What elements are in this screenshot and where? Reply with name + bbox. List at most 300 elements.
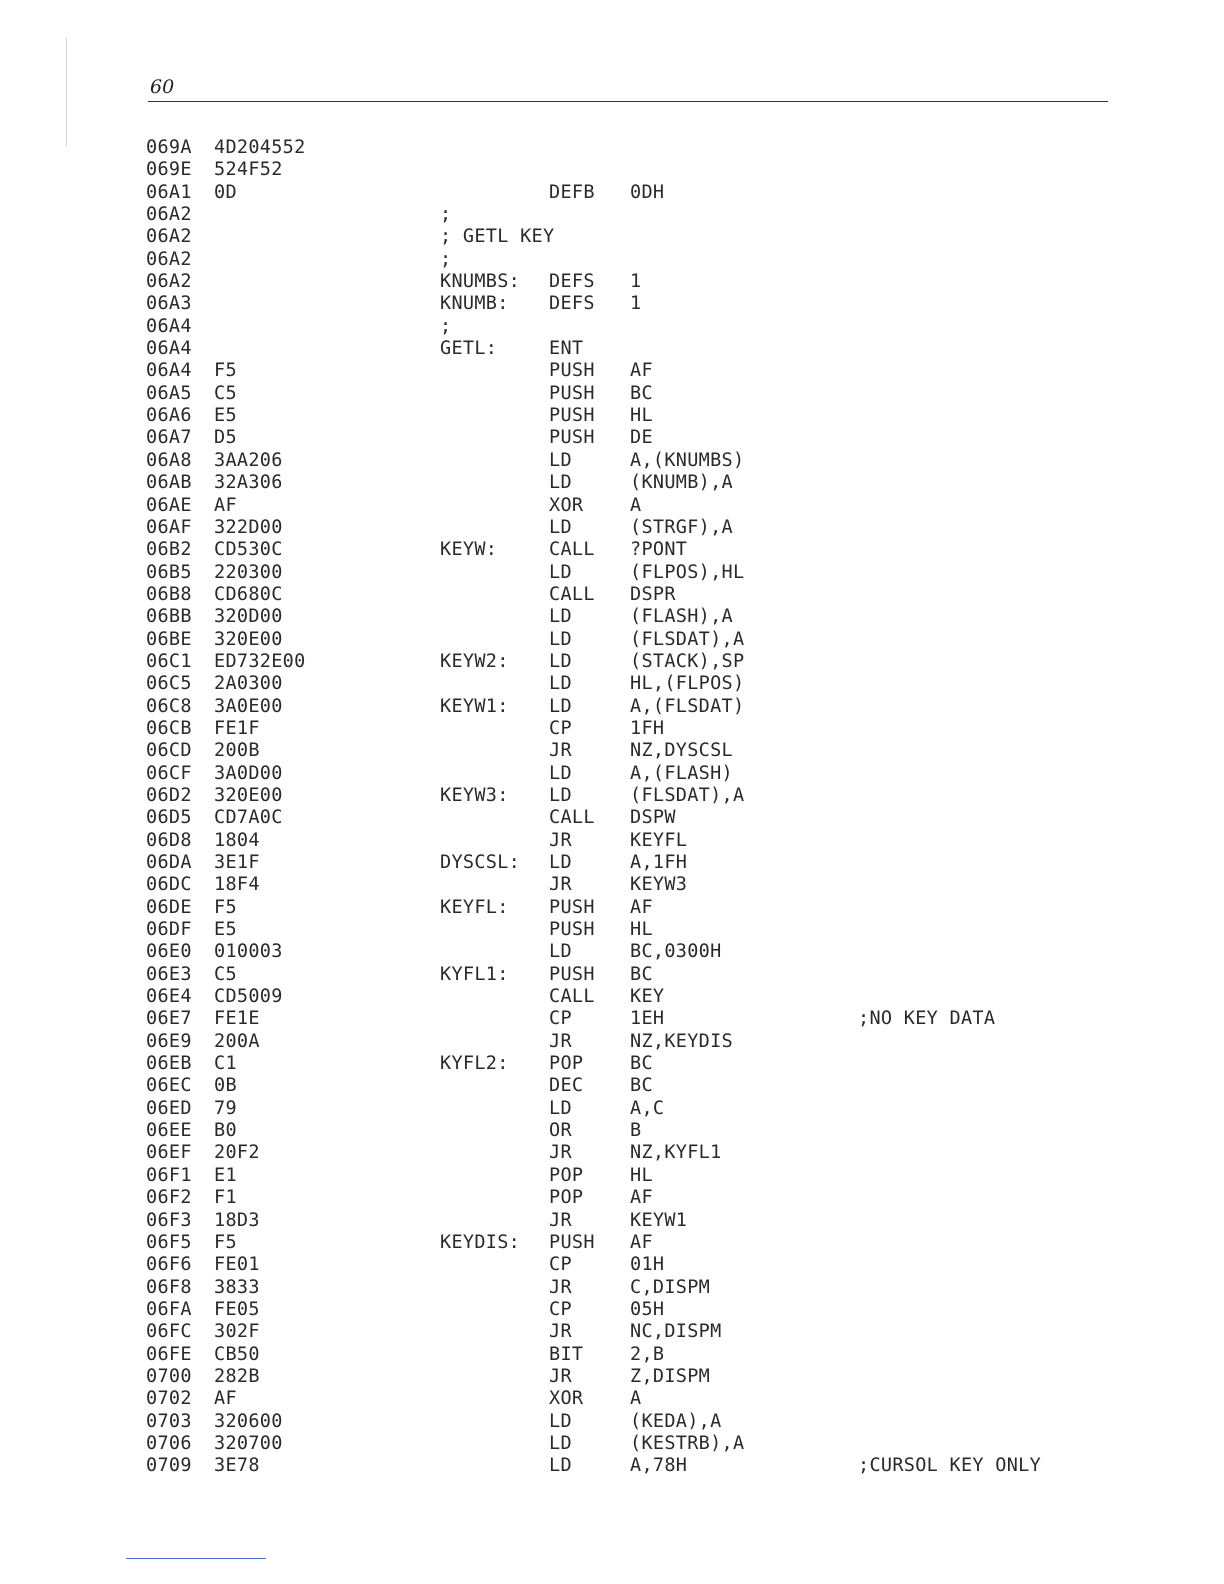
listing-line: [0, 1455, 1224, 1477]
line-code: F5: [214, 360, 237, 382]
line-addr: 06E0: [146, 941, 192, 963]
line-op: POP: [549, 1187, 584, 1209]
line-label: KEYW1:: [440, 695, 509, 717]
line-code: 18D3: [214, 1209, 260, 1231]
line-operand: HL: [630, 1164, 653, 1186]
line-op: XOR: [549, 494, 584, 516]
listing-line: [0, 159, 1224, 181]
line-op: LD: [549, 472, 572, 494]
line-addr: 0706: [146, 1432, 192, 1454]
line-operand: A: [630, 494, 642, 516]
line-code: 2A0300: [214, 673, 283, 695]
line-addr: 06E9: [146, 1030, 192, 1052]
line-addr: 06A8: [146, 449, 192, 471]
listing-line: [0, 718, 1224, 740]
line-op: LD: [549, 449, 572, 471]
line-op: CP: [549, 1298, 572, 1320]
line-code: AF: [214, 1388, 237, 1410]
line-op: CALL: [549, 539, 595, 561]
line-operand: BC: [630, 1053, 653, 1075]
line-operand: A,(FLASH): [630, 762, 733, 784]
line-addr: 06A3: [146, 293, 192, 315]
line-operand: BC: [630, 382, 653, 404]
line-code: C1: [214, 1053, 237, 1075]
line-op: LD: [549, 516, 572, 538]
line-addr: 0700: [146, 1365, 192, 1387]
line-operand: KEYW1: [630, 1209, 688, 1231]
line-label: ;: [440, 204, 452, 226]
line-op: DEFS: [549, 271, 595, 293]
line-operand: NZ,DYSCSL: [630, 740, 733, 762]
line-op: PUSH: [549, 405, 595, 427]
line-addr: 06F1: [146, 1164, 192, 1186]
line-operand: (FLSDAT),A: [630, 784, 745, 806]
line-op: LD: [549, 1097, 572, 1119]
line-op: LD: [549, 695, 572, 717]
line-code: C5: [214, 382, 237, 404]
line-operand: NZ,KEYDIS: [630, 1030, 733, 1052]
line-label: KEYW:: [440, 539, 498, 561]
line-addr: 06ED: [146, 1097, 192, 1119]
line-code: 200B: [214, 740, 260, 762]
listing-line: [0, 606, 1224, 628]
listing-line: [0, 651, 1224, 673]
listing-line: [0, 897, 1224, 919]
line-label: KEYW3:: [440, 784, 509, 806]
line-label: KYFL1:: [440, 963, 509, 985]
line-op: CALL: [549, 807, 595, 829]
line-label: ;: [440, 315, 452, 337]
line-op: CALL: [549, 583, 595, 605]
listing-line: [0, 249, 1224, 271]
line-op: POP: [549, 1053, 584, 1075]
line-op: LD: [549, 650, 572, 672]
line-code: 524F52: [214, 159, 283, 181]
line-addr: 06B8: [146, 583, 192, 605]
line-op: JR: [549, 1142, 572, 1164]
line-operand: 2,B: [630, 1343, 665, 1365]
line-op: LD: [549, 1410, 572, 1432]
line-addr: 06B5: [146, 561, 192, 583]
line-operand: A,(FLSDAT): [630, 695, 745, 717]
listing-line: [0, 1299, 1224, 1321]
line-code: 322D00: [214, 516, 283, 538]
line-op: JR: [549, 874, 572, 896]
line-op: LD: [549, 762, 572, 784]
line-code: 3A0E00: [214, 695, 283, 717]
line-op: PUSH: [549, 382, 595, 404]
line-operand: HL,(FLPOS): [630, 673, 745, 695]
line-op: PUSH: [549, 919, 595, 941]
line-op: JR: [549, 1276, 572, 1298]
line-addr: 06F8: [146, 1276, 192, 1298]
line-operand: NC,DISPM: [630, 1321, 722, 1343]
line-code: FE1E: [214, 1008, 260, 1030]
line-addr: 06FE: [146, 1343, 192, 1365]
listing-line: [0, 807, 1224, 829]
line-label: KNUMBS:: [440, 271, 521, 293]
line-operand: 01H: [630, 1254, 665, 1276]
line-op: JR: [549, 829, 572, 851]
line-op: LD: [549, 852, 572, 873]
line-operand: BC: [630, 1075, 653, 1097]
line-operand: 05H: [630, 1298, 665, 1320]
line-code: 200A: [214, 1030, 260, 1052]
line-addr: 06BE: [146, 628, 192, 650]
line-addr: 06DE: [146, 896, 192, 918]
listing-line: [0, 226, 1224, 248]
line-code: E5: [214, 919, 237, 941]
line-op: LD: [549, 1432, 572, 1454]
listing-line: [0, 293, 1224, 315]
line-operand: 1: [630, 271, 642, 293]
line-code: 302F: [214, 1321, 260, 1343]
line-addr: 06A4: [146, 338, 192, 360]
listing-line: [0, 1388, 1224, 1410]
line-code: FE1F: [214, 717, 260, 739]
line-op: CP: [549, 717, 572, 739]
line-operand: (FLPOS),HL: [630, 561, 745, 583]
listing-line: [0, 696, 1224, 718]
line-operand: DSPR: [630, 583, 676, 605]
line-op: JR: [549, 1321, 572, 1343]
line-addr: 06A7: [146, 427, 192, 449]
line-label: ; GETL KEY: [440, 226, 555, 248]
listing-line: [0, 830, 1224, 852]
listing-line: [0, 495, 1224, 517]
line-addr: 06EB: [146, 1053, 192, 1075]
line-operand: HL: [630, 919, 653, 941]
line-label: KYFL2:: [440, 1053, 509, 1075]
line-addr: 06F2: [146, 1187, 192, 1209]
line-op: CP: [549, 1008, 572, 1030]
listing-line: [0, 941, 1224, 963]
line-addr: 069A: [146, 137, 192, 158]
line-code: 4D204552: [214, 137, 306, 158]
listing-line: [0, 1210, 1224, 1232]
line-addr: 06EE: [146, 1120, 192, 1142]
margin-line: [66, 38, 67, 146]
line-code: CD680C: [214, 583, 283, 605]
listing-line: [0, 1433, 1224, 1455]
listing-line: [0, 1232, 1224, 1254]
line-op: JR: [549, 740, 572, 762]
line-addr: 06D5: [146, 807, 192, 829]
line-op: LD: [549, 1455, 572, 1477]
line-op: DEC: [549, 1075, 584, 1097]
line-code: 3E1F: [214, 852, 260, 873]
listing-line: [0, 1008, 1224, 1030]
listing-line: [0, 1277, 1224, 1299]
line-op: PUSH: [549, 896, 595, 918]
listing-line: [0, 427, 1224, 449]
line-operand: DE: [630, 427, 653, 449]
line-label: DYSCSL:: [440, 852, 521, 873]
line-addr: 06DF: [146, 919, 192, 941]
listing-line: [0, 763, 1224, 785]
listing-line: [0, 1098, 1224, 1120]
line-op: DEFS: [549, 293, 595, 315]
listing-line: [0, 852, 1224, 874]
line-code: 1804: [214, 829, 260, 851]
listing-line: [0, 405, 1224, 427]
line-code: CD5009: [214, 986, 283, 1008]
line-op: BIT: [549, 1343, 584, 1365]
listing-line: [0, 182, 1224, 204]
line-addr: 06B2: [146, 539, 192, 561]
line-code: 3A0D00: [214, 762, 283, 784]
line-op: CP: [549, 1254, 572, 1276]
page-number: 60: [150, 76, 175, 98]
line-code: CD530C: [214, 539, 283, 561]
line-code: E1: [214, 1164, 237, 1186]
line-op: JR: [549, 1030, 572, 1052]
line-operand: 1: [630, 293, 642, 315]
line-operand: 0DH: [630, 181, 665, 203]
header-rule: [148, 101, 1108, 102]
line-op: PUSH: [549, 360, 595, 382]
line-code: 320600: [214, 1410, 283, 1432]
listing-line: [0, 1120, 1224, 1142]
line-code: E5: [214, 405, 237, 427]
line-operand: ?PONT: [630, 539, 688, 561]
line-addr: 06A5: [146, 382, 192, 404]
listing-line: [0, 629, 1224, 651]
line-comment: ;NO KEY DATA: [858, 1008, 996, 1030]
line-addr: 0703: [146, 1410, 192, 1432]
listing-line: [0, 137, 1224, 159]
line-addr: 069E: [146, 159, 192, 181]
line-code: 3AA206: [214, 449, 283, 471]
line-operand: DSPW: [630, 807, 676, 829]
line-code: CB50: [214, 1343, 260, 1365]
line-addr: 06AB: [146, 472, 192, 494]
line-addr: 06CB: [146, 717, 192, 739]
line-addr: 06DA: [146, 852, 192, 873]
listing-line: [0, 517, 1224, 539]
line-operand: (KEDA),A: [630, 1410, 722, 1432]
line-addr: 06F5: [146, 1231, 192, 1253]
line-op: PUSH: [549, 427, 595, 449]
line-addr: 06D2: [146, 784, 192, 806]
line-addr: 0709: [146, 1455, 192, 1477]
line-code: 18F4: [214, 874, 260, 896]
listing-line: [0, 919, 1224, 941]
listing-line: [0, 1187, 1224, 1209]
line-op: LD: [549, 941, 572, 963]
listing-line: [0, 1075, 1224, 1097]
line-op: OR: [549, 1120, 572, 1142]
listing-line: [0, 740, 1224, 762]
line-code: C5: [214, 963, 237, 985]
line-operand: A,1FH: [630, 852, 688, 873]
line-op: LD: [549, 628, 572, 650]
line-addr: 06A1: [146, 181, 192, 203]
line-op: LD: [549, 561, 572, 583]
listing-line: [0, 383, 1224, 405]
listing-line: [0, 1411, 1224, 1433]
line-op: JR: [549, 1365, 572, 1387]
line-op: ENT: [549, 338, 584, 360]
line-operand: AF: [630, 1231, 653, 1253]
listing-line: [0, 271, 1224, 293]
line-label: KEYDIS:: [440, 1231, 521, 1253]
line-operand: 1EH: [630, 1008, 665, 1030]
line-addr: 06A4: [146, 360, 192, 382]
line-addr: 06CD: [146, 740, 192, 762]
line-addr: 06A6: [146, 405, 192, 427]
line-addr: 06C8: [146, 695, 192, 717]
line-op: POP: [549, 1164, 584, 1186]
line-label: KNUMB:: [440, 293, 509, 315]
line-operand: A,78H: [630, 1455, 688, 1477]
line-code: D5: [214, 427, 237, 449]
line-code: 010003: [214, 941, 283, 963]
line-operand: KEYW3: [630, 874, 688, 896]
line-code: 320E00: [214, 784, 283, 806]
line-code: F5: [214, 896, 237, 918]
line-operand: 1FH: [630, 717, 665, 739]
listing-line: [0, 360, 1224, 382]
listing-line: [0, 450, 1224, 472]
line-operand: (FLSDAT),A: [630, 628, 745, 650]
listing-line: [0, 472, 1224, 494]
assembly-listing: [0, 137, 1224, 1478]
line-operand: B: [630, 1120, 642, 1142]
line-operand: (STACK),SP: [630, 650, 745, 672]
line-code: FE01: [214, 1254, 260, 1276]
line-label: KEYFL:: [440, 896, 509, 918]
line-operand: AF: [630, 1187, 653, 1209]
line-addr: 0702: [146, 1388, 192, 1410]
line-code: 0D: [214, 181, 237, 203]
listing-line: [0, 1031, 1224, 1053]
line-code: 3833: [214, 1276, 260, 1298]
listing-line: [0, 204, 1224, 226]
line-addr: 06DC: [146, 874, 192, 896]
line-code: 79: [214, 1097, 237, 1119]
line-operand: A,(KNUMBS): [630, 449, 745, 471]
line-addr: 06EF: [146, 1142, 192, 1164]
line-op: PUSH: [549, 963, 595, 985]
line-addr: 06F3: [146, 1209, 192, 1231]
line-operand: Z,DISPM: [630, 1365, 711, 1387]
line-label: GETL:: [440, 338, 498, 360]
line-comment: ;CURSOL KEY ONLY: [858, 1455, 1042, 1477]
line-addr: 06D8: [146, 829, 192, 851]
line-label: KEYW2:: [440, 650, 509, 672]
line-operand: AF: [630, 896, 653, 918]
line-addr: 06A2: [146, 248, 192, 270]
line-code: B0: [214, 1120, 237, 1142]
line-operand: NZ,KYFL1: [630, 1142, 722, 1164]
listing-line: [0, 1142, 1224, 1164]
line-operand: HL: [630, 405, 653, 427]
listing-line: [0, 316, 1224, 338]
line-addr: 06EC: [146, 1075, 192, 1097]
line-op: JR: [549, 1209, 572, 1231]
line-code: 320E00: [214, 628, 283, 650]
line-label: ;: [440, 248, 452, 270]
line-operand: (STRGF),A: [630, 516, 733, 538]
line-addr: 06AF: [146, 516, 192, 538]
line-addr: 06FC: [146, 1321, 192, 1343]
line-addr: 06E3: [146, 963, 192, 985]
listing-line: [0, 1366, 1224, 1388]
line-addr: 06CF: [146, 762, 192, 784]
line-code: 0B: [214, 1075, 237, 1097]
line-code: ED732E00: [214, 650, 306, 672]
line-operand: BC,0300H: [630, 941, 722, 963]
line-op: XOR: [549, 1388, 584, 1410]
line-addr: 06FA: [146, 1298, 192, 1320]
line-addr: 06E4: [146, 986, 192, 1008]
listing-line: [0, 785, 1224, 807]
line-code: 220300: [214, 561, 283, 583]
line-code: FE05: [214, 1298, 260, 1320]
line-code: F1: [214, 1187, 237, 1209]
line-op: PUSH: [549, 1231, 595, 1253]
line-code: F5: [214, 1231, 237, 1253]
line-code: 320700: [214, 1432, 283, 1454]
line-operand: (KESTRB),A: [630, 1432, 745, 1454]
line-op: DEFB: [549, 181, 595, 203]
line-code: 32A306: [214, 472, 283, 494]
line-code: 3E78: [214, 1455, 260, 1477]
listing-line: [0, 1165, 1224, 1187]
line-addr: 06BB: [146, 606, 192, 628]
listing-line: [0, 562, 1224, 584]
line-code: CD7A0C: [214, 807, 283, 829]
line-code: 320D00: [214, 606, 283, 628]
line-operand: KEYFL: [630, 829, 688, 851]
line-op: LD: [549, 606, 572, 628]
listing-line: [0, 673, 1224, 695]
listing-line: [0, 874, 1224, 896]
line-operand: AF: [630, 360, 653, 382]
line-operand: C,DISPM: [630, 1276, 711, 1298]
listing-line: [0, 584, 1224, 606]
line-operand: (FLASH),A: [630, 606, 733, 628]
line-addr: 06C5: [146, 673, 192, 695]
line-operand: BC: [630, 963, 653, 985]
line-code: AF: [214, 494, 237, 516]
line-code: 20F2: [214, 1142, 260, 1164]
line-addr: 06E7: [146, 1008, 192, 1030]
line-op: LD: [549, 784, 572, 806]
line-code: 282B: [214, 1365, 260, 1387]
line-addr: 06C1: [146, 650, 192, 672]
listing-line: [0, 338, 1224, 360]
listing-line: [0, 986, 1224, 1008]
line-op: LD: [549, 673, 572, 695]
line-addr: 06A4: [146, 315, 192, 337]
line-operand: KEY: [630, 986, 665, 1008]
listing-line: [0, 1344, 1224, 1366]
listing-line: [0, 1053, 1224, 1075]
listing-line: [0, 1321, 1224, 1343]
line-operand: A,C: [630, 1097, 665, 1119]
line-addr: 06A2: [146, 226, 192, 248]
line-operand: A: [630, 1388, 642, 1410]
line-addr: 06AE: [146, 494, 192, 516]
line-operand: (KNUMB),A: [630, 472, 733, 494]
line-addr: 06A2: [146, 271, 192, 293]
line-op: CALL: [549, 986, 595, 1008]
listing-line: [0, 1254, 1224, 1276]
listing-line: [0, 964, 1224, 986]
line-addr: 06A2: [146, 204, 192, 226]
